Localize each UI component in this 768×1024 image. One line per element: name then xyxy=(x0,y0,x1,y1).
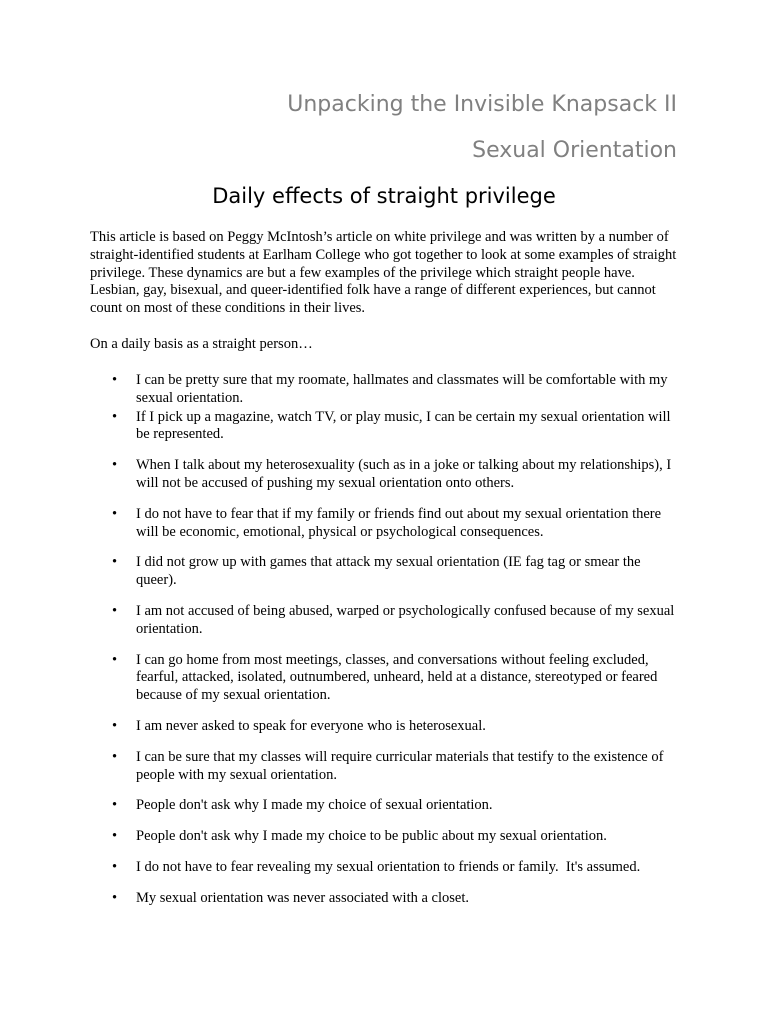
list-item-text: People don't ask why I made my choice to be public about my sexual orientation. xyxy=(136,828,607,845)
list-item xyxy=(90,372,682,408)
list-item-text: I can go home from most meetings, classes, and conversations without feeling excluded, fearful, attacked, isolated, outnumbered, unheard, held at a distance, stereotyped or feared because of my sexual orientation. xyxy=(136,651,658,704)
list-item-text: I am not accused of being abused, warped or psychologically confused because of my sexual orientation. xyxy=(136,602,675,637)
list-item-text: I can be sure that my classes will require curricular materials that testify to the existence of people with my sexual orientation. xyxy=(136,748,664,783)
list-item-text: I do not have to fear revealing my sexual orientation to friends or family. It's assumed. xyxy=(136,858,641,875)
document-title-topic: Sexual Orientation xyxy=(472,138,677,163)
bullet-icon: • xyxy=(112,554,118,571)
lead-in-paragraph: On a daily basis as a straight person… xyxy=(90,336,313,352)
bullet-icon: • xyxy=(112,889,118,906)
bullet-icon: • xyxy=(112,505,118,522)
bullet-icon: • xyxy=(112,372,118,388)
list-item xyxy=(90,828,682,846)
list-item xyxy=(90,749,682,785)
list-item-text: When I talk about my heterosexuality (such as in a joke or talking about my relationships), I will not be accused of pushing my sexual orientation onto others. xyxy=(136,457,672,491)
list-item xyxy=(90,859,682,877)
bullet-icon: • xyxy=(112,748,118,765)
list-item-text: My sexual orientation was never associated with a closet. xyxy=(136,889,469,906)
list-item xyxy=(90,652,682,705)
list-item-text: People don't ask why I made my choice of sexual orientation. xyxy=(136,797,493,814)
bullet-icon: • xyxy=(112,651,118,668)
list-item xyxy=(90,506,682,542)
list-item xyxy=(90,603,682,639)
intro-paragraph: This article is based on Peggy McIntosh’s article on white privilege and was written by a number of straight-identified students at Earlham College who got together to look at some examples of straight privilege. These dynamics are but a few examples of the privilege which straight people have. Lesbian, gay, bisexual, and queer-identified folk have a range of different experiences, but cannot count on most of these conditions in their lives. xyxy=(90,229,677,317)
list-item xyxy=(90,797,682,815)
list-item xyxy=(90,409,682,445)
bullet-icon: • xyxy=(112,797,118,814)
bullet-icon: • xyxy=(112,828,118,845)
bullet-icon: • xyxy=(112,717,118,734)
list-item-text: I do not have to fear that if my family or friends find out about my sexual orientation there will be economic, emotional, physical or psychological consequences. xyxy=(136,505,662,540)
section-heading: Daily effects of straight privilege xyxy=(212,184,556,208)
bullet-icon: • xyxy=(112,457,118,474)
list-item-text: If I pick up a magazine, watch TV, or play music, I can be certain my sexual orientation will be represented. xyxy=(136,408,671,443)
list-item-text: I did not grow up with games that attack my sexual orientation (IE fag tag or smear the queer). xyxy=(136,554,641,589)
bullet-icon: • xyxy=(112,858,118,875)
document-title: Unpacking the Invisible Knapsack II xyxy=(287,92,677,117)
list-item-text: I can be pretty sure that my roomate, hallmates and classmates will be comfortable with my sexual orientation. xyxy=(136,372,668,406)
bullet-icon: • xyxy=(112,408,118,425)
list-item xyxy=(90,457,682,493)
privilege-list xyxy=(90,372,682,921)
list-item-text: I am never asked to speak for everyone who is heterosexual. xyxy=(136,717,486,734)
bullet-icon: • xyxy=(112,602,118,619)
list-item xyxy=(90,890,682,908)
list-item xyxy=(90,554,682,590)
list-item xyxy=(90,718,682,736)
